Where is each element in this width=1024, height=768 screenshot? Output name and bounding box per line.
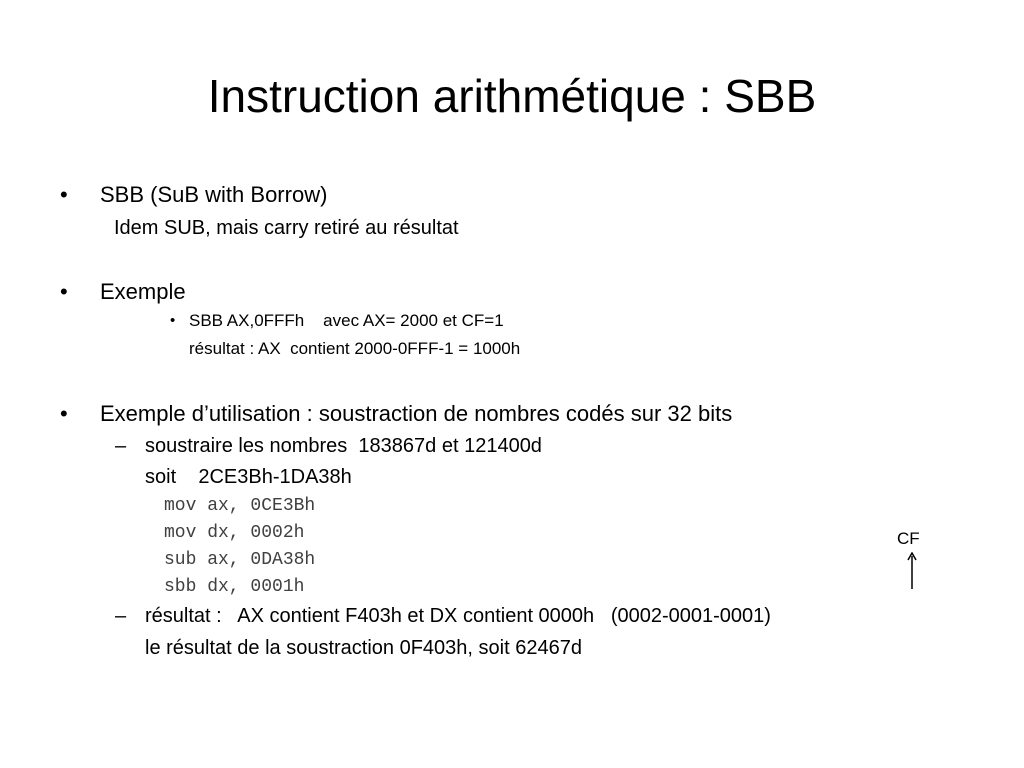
result-text: résultat : AX contient F403h et DX contient 0000h (0002-0001-0001) (145, 605, 771, 627)
up-arrow-icon (906, 552, 918, 590)
subtract-numbers-text: soustraire les nombres 183867d et 121400d (145, 435, 542, 457)
bullet-marker: • (60, 182, 68, 207)
slide-title: Instruction arithmétique : SBB (207, 70, 817, 122)
code-line: sub ax, 0DA38h (164, 550, 316, 570)
bullet-sbb-description: Idem SUB, mais carry retiré au résultat (114, 217, 459, 239)
dash-marker: – (115, 435, 127, 457)
bullet-marker: • (60, 279, 68, 304)
code-line: mov dx, 0002h (164, 523, 305, 543)
bullet-exemple: Exemple (100, 279, 186, 304)
result-conclusion: le résultat de la soustraction 0F403h, soit 62467d (145, 637, 582, 659)
cf-label: CF (897, 529, 920, 548)
hex-values-text: soit 2CE3Bh-1DA38h (145, 466, 352, 488)
example-instruction: SBB AX,0FFFh avec AX= 2000 et CF=1 (189, 311, 504, 330)
sub-bullet-marker: • (170, 312, 176, 329)
dash-marker: – (115, 605, 127, 627)
bullet-usage-example: Exemple d’utilisation : soustraction de nombres codés sur 32 bits (100, 401, 733, 426)
bullet-sbb-definition: SBB (SuB with Borrow) (100, 182, 328, 207)
bullet-marker: • (60, 401, 68, 426)
code-line: sbb dx, 0001h (164, 577, 305, 597)
code-line: mov ax, 0CE3Bh (164, 496, 316, 516)
example-result: résultat : AX contient 2000-0FFF-1 = 1000h (189, 339, 521, 358)
